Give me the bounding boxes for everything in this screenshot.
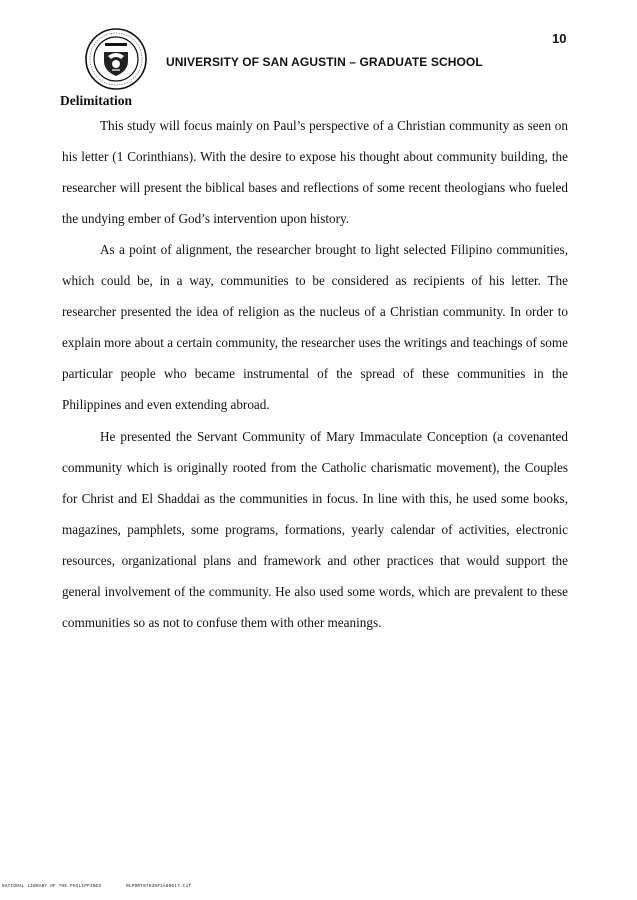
footer <box>2 884 213 889</box>
paragraph-2: As a point of alignment, the researcher brought to light selected Filipino communities, which could be, in a way, communities to be considered as recipients of his letter. The researcher presented the idea of religion as the nucleus of a Christian community. In order to explain more about a certain community, the researcher uses the writings and teachings of some particular people who became instrumental of the spread of these communities in the Philippines and even extending abroad. <box>62 242 568 412</box>
paragraph-1: This study will focus mainly on Paul’s perspective of a Christian community as seen on his letter (1 Corinthians). With the desire to expose his thought about community building, the researcher will present the biblical bases and reflections of some recent theologians who fueled the undying ember of God’s intervention upon history. <box>62 118 568 226</box>
page-number: 10 <box>552 31 567 46</box>
paragraph-3: He presented the Servant Community of Mary Immaculate Conception (a covenanted community which is originally rooted from the Catholic charismatic movement), the Couples for Christ and El Shaddai as the communities in focus. In line with this, he used some books, magazines, pamphlets, some programs, formations, yearly calendar of activities, electronic resources, organizational plans and framework and other practices that would support the general involvement of the community. He also used some words, which are prevalent to these communities so as not to confuse them with other meanings. <box>62 429 568 630</box>
footer-code: RLPORT07839#1A00017.tif <box>126 884 192 889</box>
university-seal-icon <box>85 28 147 90</box>
section-heading: Delimitation <box>60 93 132 108</box>
header-title: UNIVERSITY OF SAN AGUSTIN – GRADUATE SCHOOL <box>166 55 483 69</box>
footer-library: NATIONAL LIBRARY OF THE PHILIPPINES <box>2 884 102 889</box>
